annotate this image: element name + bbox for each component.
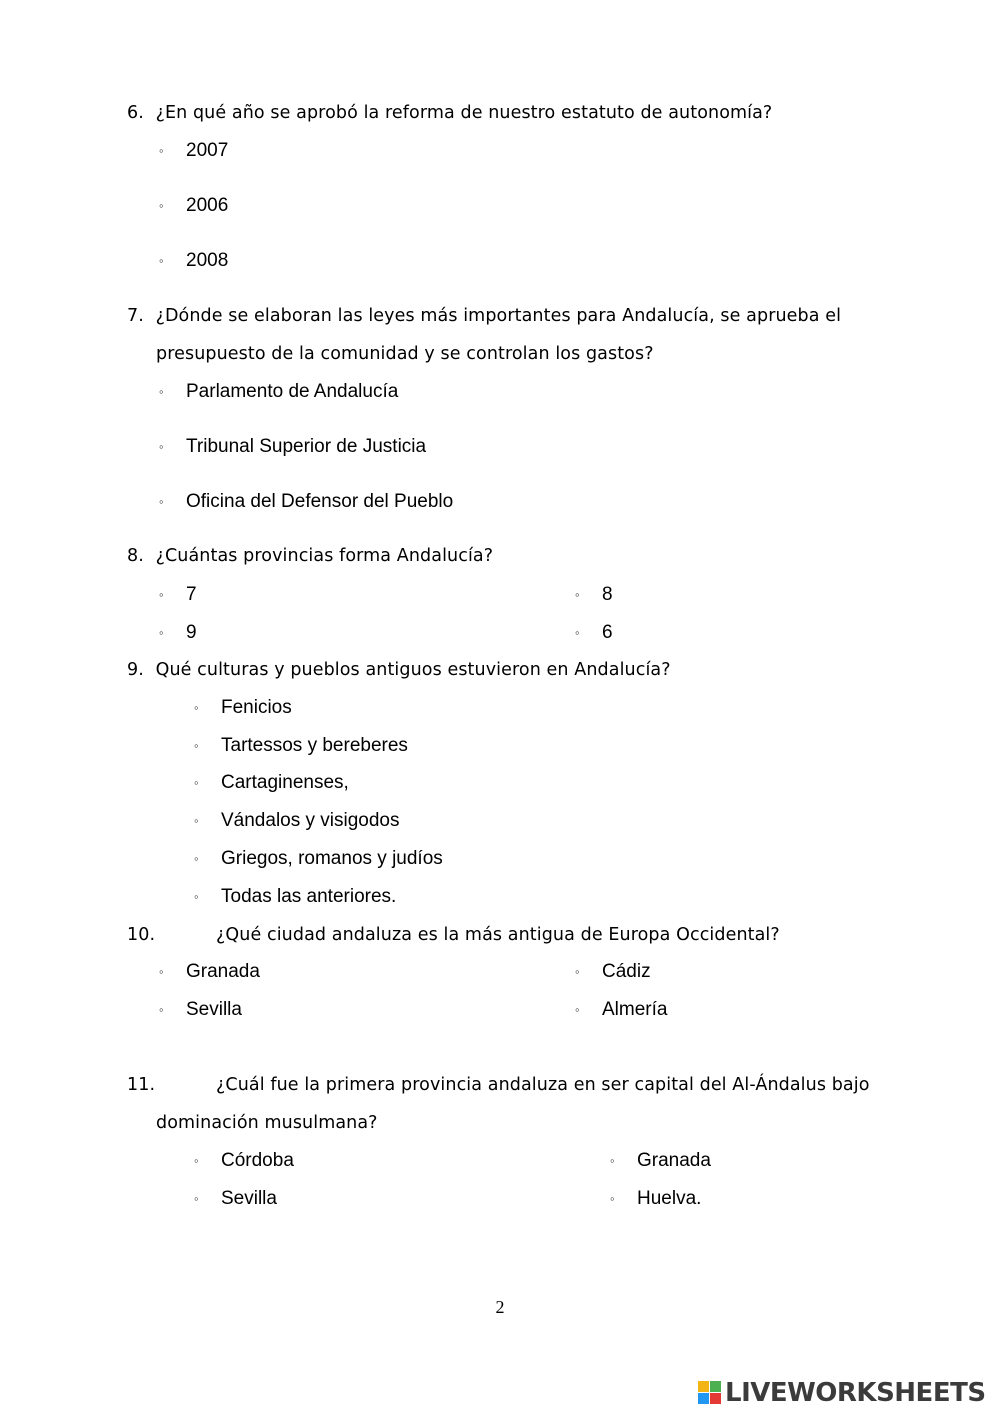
- logo-mark-icon: [698, 1381, 722, 1405]
- page-number: 2: [495, 1297, 505, 1317]
- radio-bullet[interactable]: ◦: [575, 1002, 580, 1017]
- option-9d[interactable]: Vándalos y visigodos: [221, 810, 400, 831]
- option-9e[interactable]: Griegos, romanos y judíos: [221, 848, 443, 869]
- question-8: [127, 546, 493, 566]
- option-9a[interactable]: Fenicios: [221, 697, 292, 718]
- option-7b[interactable]: Tribunal Superior de Justicia: [186, 436, 427, 457]
- question-number: 11.: [127, 1075, 156, 1095]
- radio-bullet[interactable]: ◦: [194, 1191, 199, 1206]
- option-11d[interactable]: Huelva.: [637, 1188, 702, 1209]
- question-6: [127, 103, 772, 123]
- radio-bullet[interactable]: ◦: [159, 384, 164, 399]
- option-10a[interactable]: Granada: [186, 961, 260, 982]
- radio-bullet[interactable]: ◦: [194, 775, 199, 790]
- radio-bullet[interactable]: ◦: [194, 738, 199, 753]
- option-8a[interactable]: 7: [186, 584, 197, 605]
- radio-bullet[interactable]: ◦: [194, 1153, 199, 1168]
- radio-bullet[interactable]: ◦: [159, 587, 164, 602]
- radio-bullet[interactable]: ◦: [159, 439, 164, 454]
- radio-bullet[interactable]: ◦: [194, 813, 199, 828]
- option-10c[interactable]: Sevilla: [186, 999, 242, 1020]
- question-9: [127, 660, 671, 680]
- radio-bullet[interactable]: ◦: [610, 1153, 615, 1168]
- question-number: 9.: [127, 660, 144, 680]
- radio-bullet[interactable]: ◦: [159, 198, 164, 213]
- option-6a[interactable]: 2007: [186, 140, 229, 161]
- option-10b[interactable]: Cádiz: [602, 961, 651, 982]
- radio-bullet[interactable]: ◦: [194, 700, 199, 715]
- question-number: 7.: [127, 306, 144, 326]
- radio-bullet[interactable]: ◦: [159, 625, 164, 640]
- radio-bullet[interactable]: ◦: [159, 1002, 164, 1017]
- option-7c[interactable]: Oficina del Defensor del Pueblo: [186, 491, 454, 512]
- question-11: [127, 1075, 155, 1095]
- question-text: ¿En qué año se aprobó la reforma de nuestro estatuto de autonomía?: [155, 103, 773, 123]
- option-8b[interactable]: 8: [602, 584, 613, 605]
- radio-bullet[interactable]: ◦: [159, 494, 164, 509]
- option-11c[interactable]: Sevilla: [221, 1188, 277, 1209]
- radio-bullet[interactable]: ◦: [575, 587, 580, 602]
- question-number: 6.: [127, 103, 144, 123]
- radio-bullet[interactable]: ◦: [575, 625, 580, 640]
- radio-bullet[interactable]: ◦: [575, 964, 580, 979]
- option-9f[interactable]: Todas las anteriores.: [221, 886, 397, 907]
- question-10: [127, 925, 155, 945]
- question-text: Qué culturas y pueblos antiguos estuvieron en Andalucía?: [155, 660, 671, 680]
- radio-bullet[interactable]: ◦: [610, 1191, 615, 1206]
- option-6b[interactable]: 2006: [186, 195, 229, 216]
- question-number: 10.: [127, 925, 156, 945]
- option-7a[interactable]: Parlamento de Andalucía: [186, 381, 399, 402]
- question-text: ¿Qué ciudad andaluza es la más antigua de Europa Occidental?: [216, 925, 780, 945]
- question-number: 8.: [127, 546, 144, 566]
- radio-bullet[interactable]: ◦: [159, 253, 164, 268]
- radio-bullet[interactable]: ◦: [194, 851, 199, 866]
- option-6c[interactable]: 2008: [186, 250, 229, 271]
- option-11a[interactable]: Córdoba: [221, 1150, 294, 1171]
- option-8c[interactable]: 9: [186, 622, 197, 643]
- option-9b[interactable]: Tartessos y bereberes: [221, 735, 408, 756]
- option-8d[interactable]: 6: [602, 622, 613, 643]
- liveworksheets-logo: [698, 1378, 986, 1408]
- question-text: ¿Cuántas provincias forma Andalucía?: [155, 546, 494, 566]
- radio-bullet[interactable]: ◦: [159, 964, 164, 979]
- option-11b[interactable]: Granada: [637, 1150, 711, 1171]
- question-text-line2: dominación musulmana?: [156, 1113, 378, 1133]
- question-text-line1: ¿Dónde se elaboran las leyes más importantes para Andalucía, se aprueba el: [155, 306, 842, 326]
- radio-bullet[interactable]: ◦: [159, 143, 164, 158]
- question-text-line1: ¿Cuál fue la primera provincia andaluza en ser capital del Al-Ándalus bajo: [216, 1075, 870, 1095]
- option-10d[interactable]: Almería: [602, 999, 668, 1020]
- question-7: [127, 306, 841, 326]
- question-text-line2: presupuesto de la comunidad y se controlan los gastos?: [156, 344, 654, 364]
- logo-text: LIVEWORKSHEETS: [725, 1378, 986, 1408]
- radio-bullet[interactable]: ◦: [194, 889, 199, 904]
- option-9c[interactable]: Cartaginenses,: [221, 772, 349, 793]
